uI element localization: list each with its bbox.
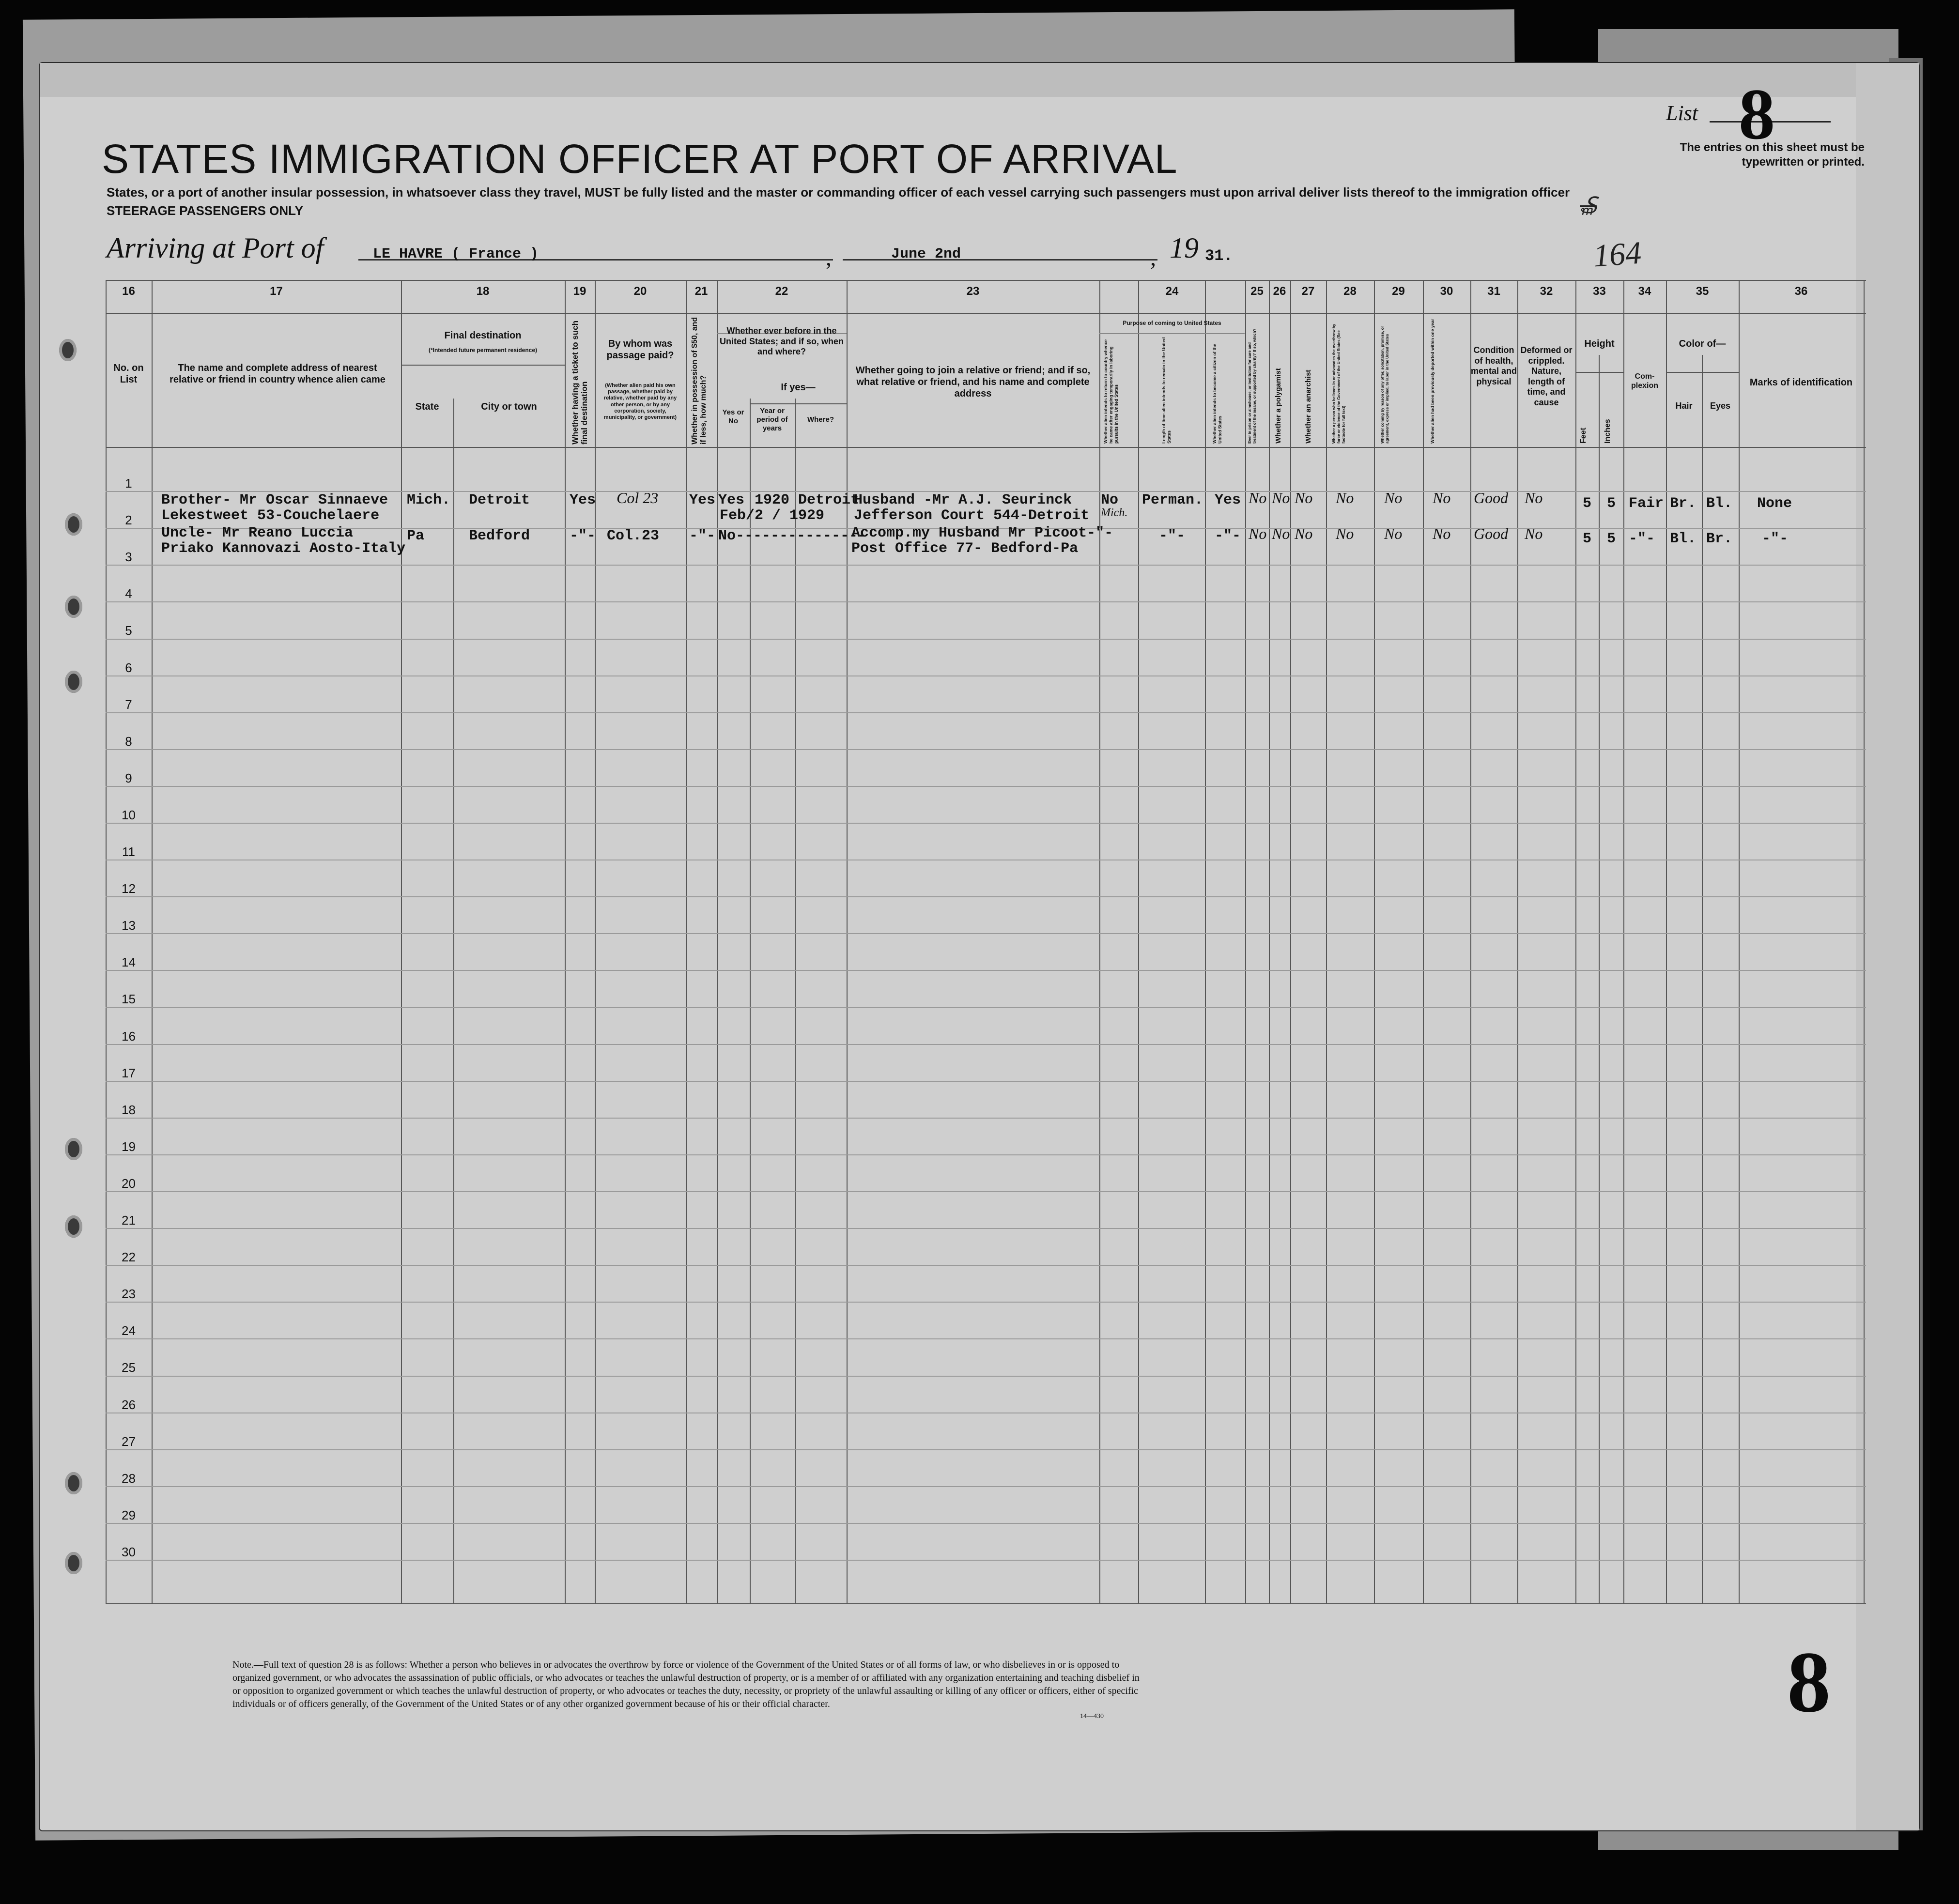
row1-prison: No <box>1249 489 1267 507</box>
header-deported: Whether alien had been previously deported within one year <box>1430 319 1435 444</box>
row-number: 13 <box>122 918 136 933</box>
header-by-whom: By whom was passage paid? <box>606 338 674 361</box>
header-ever-before: Whether ever before in the United States; and if so, when and where? <box>719 326 844 357</box>
column-number: 20 <box>633 285 647 298</box>
row2-citizen: -"- <box>1215 528 1241 544</box>
subheader-line <box>1099 333 1245 334</box>
row-rule <box>106 1449 1866 1450</box>
row1-health: Good <box>1474 489 1509 507</box>
header-color-of: Color of— <box>1679 338 1726 349</box>
column-line <box>795 399 796 1604</box>
port-value: LE HAVRE ( France ) <box>373 246 539 262</box>
header-contract-labor: Whether coming by reason of any offer, solicitation, promise, or agreement, express or implied, to labor in the United States <box>1380 326 1389 444</box>
column-line <box>152 280 153 1604</box>
row1-paid-by: Col 23 <box>617 489 659 507</box>
row1-ticket: Yes <box>570 492 596 508</box>
crossed-out-number: ₷ <box>1580 193 1597 218</box>
row2-state: Pa <box>407 528 425 544</box>
column-line <box>1138 280 1139 1604</box>
column-number: 18 <box>476 285 490 298</box>
form-code: 14—430 <box>1080 1713 1104 1720</box>
row2-polygamist: No <box>1272 525 1290 542</box>
row-rule <box>106 1523 1866 1524</box>
row1-overthrow: No <box>1336 489 1354 507</box>
sheet-top-shade <box>40 63 1919 97</box>
table-top-border <box>106 280 1866 281</box>
row1-feet: 5 <box>1583 495 1592 512</box>
handwritten-page-number: 164 <box>1592 235 1643 274</box>
list-label: List <box>1666 101 1698 125</box>
row2-city: Bedford <box>469 528 530 544</box>
row-number: 7 <box>125 697 132 712</box>
row-rule <box>106 639 1866 640</box>
row-number: 17 <box>122 1065 136 1080</box>
row1-contract: No <box>1384 489 1403 507</box>
row-rule <box>106 1228 1866 1229</box>
row2-inches: 5 <box>1607 531 1616 547</box>
row1-money: Yes <box>689 492 716 508</box>
row-rule <box>106 1560 1866 1561</box>
row-number: 16 <box>122 1029 136 1044</box>
column-number: 23 <box>966 285 980 298</box>
column-line <box>1290 280 1291 1604</box>
row1-eyes: Bl. <box>1706 495 1733 512</box>
row2-marks: -"- <box>1762 531 1789 547</box>
row1-return: No <box>1101 492 1119 508</box>
footnote-question-28: Note.—Full text of question 28 is as follows: Whether a person who believes in or advocates the overthrow by force or violence of the Government of the United States or of all forms of law, or who disbelieves in or is opposed to organized government, or who advocates the assassination of public officials, or who advocates or teaches the unlawful destruction of property, or is a member of or affiliated with any organization entertaining and teaching disbelief in or opposition to organized government or which teaches the unlawful destruction of property, or who advocates or teaches the duty, necessity, or propriety of the unlawful assaulting or killing of any officer or officers, either of specific individuals or of officers generally, of the Government of the United States or of any other organized government because of his or their official character. <box>232 1659 1140 1709</box>
row-number: 22 <box>122 1250 136 1265</box>
steerage-label: STEERAGE PASSENGERS ONLY <box>107 203 303 218</box>
row-rule <box>106 786 1866 787</box>
column-number: 32 <box>1540 285 1553 298</box>
row2-anarchist: No <box>1295 525 1313 542</box>
table-bottom-border <box>106 1603 1866 1604</box>
row-number: 21 <box>122 1213 136 1228</box>
row1-before-years: 1920 <box>755 492 790 508</box>
row2-before: No--------------- <box>718 528 867 544</box>
row-rule <box>106 1486 1866 1487</box>
row1-join-hand: Mich. <box>1101 507 1128 519</box>
column-number: 31 <box>1487 285 1500 298</box>
row-number: 24 <box>122 1323 136 1338</box>
column-number: 17 <box>270 285 283 298</box>
row2-complexion: -"- <box>1629 531 1655 547</box>
column-line <box>453 399 454 1604</box>
header-by-whom-note: (Whether alien paid his own passage, whether paid by relative, whether paid by any other person, or by any corporation, society, municipality, or government) <box>603 383 677 420</box>
date-underline <box>843 259 1157 261</box>
row2-feet: 5 <box>1583 531 1592 547</box>
row-rule <box>106 601 1866 602</box>
row-number: 29 <box>122 1507 136 1522</box>
row-number: 4 <box>125 586 132 601</box>
header-deformed: Deformed or crippled. Nature, length of time, and cause <box>1520 345 1573 407</box>
year-prefix: 19 <box>1170 232 1199 264</box>
column-line <box>1269 280 1270 1604</box>
header-state: State <box>415 401 439 412</box>
subheader-line <box>750 403 847 404</box>
row-number: 5 <box>125 623 132 638</box>
row-number: 2 <box>125 513 132 528</box>
row-number: 30 <box>122 1544 136 1559</box>
header-inches: Inches <box>1604 419 1612 444</box>
row-number: 27 <box>122 1434 136 1449</box>
row2-relative-line1: Uncle- Mr Reano Luccia <box>161 525 354 541</box>
row2-length: -"- <box>1159 528 1186 544</box>
separator-comma: , <box>1150 245 1156 271</box>
column-line <box>1099 280 1100 1604</box>
header-year-or-period: Year or period of years <box>756 407 788 432</box>
page-title: STATES IMMIGRATION OFFICER AT PORT OF ARRIVAL <box>102 136 1178 182</box>
header-if-yes: If yes— <box>781 382 816 393</box>
row2-eyes: Br. <box>1706 531 1733 547</box>
header-hair: Hair <box>1675 401 1693 411</box>
row-rule <box>106 1154 1866 1155</box>
column-number: 33 <box>1593 285 1606 298</box>
row-number: 11 <box>122 845 135 859</box>
column-line <box>750 399 751 1604</box>
column-number: 22 <box>775 285 788 298</box>
column-number-divider <box>106 313 1866 314</box>
row-rule <box>106 749 1866 750</box>
list-note: The entries on this sheet must be typewritten or printed. <box>1680 141 1865 169</box>
column-line <box>1205 280 1206 1604</box>
header-purpose-return: Whether alien intends to return to country whence he came after engaging temporarily in laboring pursuits in the United States <box>1103 339 1119 444</box>
subheader-line <box>1575 372 1623 373</box>
list-number: 8 <box>1739 74 1775 154</box>
row1-join-line2: Jefferson Court 544-Detroit <box>854 507 1090 524</box>
row1-citizen: Yes <box>1215 492 1241 508</box>
row-number: 9 <box>125 770 132 785</box>
header-polygamist: Whether a polygamist <box>1274 368 1282 444</box>
column-line <box>595 280 596 1604</box>
header-eyes: Eyes <box>1710 401 1731 411</box>
separator-comma: , <box>826 245 832 271</box>
column-line <box>1666 280 1667 1604</box>
header-joining-relative: Whether going to join a relative or friend; and if so, what relative or friend, and his name and complete address <box>855 365 1091 399</box>
column-line <box>1623 280 1624 1604</box>
column-number: 34 <box>1638 285 1651 298</box>
header-height: Height <box>1584 338 1615 349</box>
column-line <box>1864 280 1865 1604</box>
row-number: 3 <box>125 550 132 565</box>
row1-hair: Br. <box>1670 495 1697 512</box>
header-anarchist: Whether an anarchist <box>1304 369 1312 444</box>
arriving-label: Arriving at Port of <box>107 232 324 264</box>
row1-polygamist: No <box>1272 489 1290 507</box>
row-number: 28 <box>122 1471 136 1486</box>
header-prison: Ever in prison or almshouse, or institution for care and treatment of the insane, or supported by charity? If so, which? <box>1248 328 1257 444</box>
row2-overthrow: No <box>1336 525 1354 542</box>
binder-hole <box>65 1138 82 1160</box>
column-number: 24 <box>1165 285 1179 298</box>
row-rule <box>106 1338 1866 1339</box>
header-where: Where? <box>807 415 834 424</box>
column-line <box>1575 280 1576 1604</box>
row-rule <box>106 1007 1866 1008</box>
row-number: 20 <box>122 1176 136 1191</box>
column-line <box>1374 280 1375 1604</box>
header-divider <box>106 447 1866 448</box>
header-complexion: Com-plexion <box>1631 372 1658 390</box>
column-number: 28 <box>1343 285 1357 298</box>
row-number: 25 <box>122 1360 136 1375</box>
header-purpose-citizen: Whether alien intends to become a citizen of the United States <box>1212 343 1222 444</box>
row2-money: -"- <box>689 528 716 544</box>
binder-hole <box>65 671 82 693</box>
column-line <box>1245 280 1246 1604</box>
row-number: 19 <box>122 1139 136 1154</box>
row-number: 10 <box>122 807 136 822</box>
row1-join-line1: Husband -Mr A.J. Seurinck <box>854 492 1072 508</box>
row-number: 1 <box>125 476 132 491</box>
row2-hair: Bl. <box>1670 531 1697 547</box>
header-ticket: Whether having a ticket to such final destination <box>571 321 589 445</box>
row-rule <box>106 896 1866 897</box>
binder-hole <box>59 339 77 361</box>
row1-city: Detroit <box>469 492 530 508</box>
manifest-table <box>106 280 1866 1604</box>
column-line <box>1599 355 1600 1604</box>
row1-marks: None <box>1757 495 1792 512</box>
row1-before-where: Detroit <box>798 492 860 508</box>
row2-contract: No <box>1384 525 1403 542</box>
header-city: City or town <box>481 401 537 412</box>
row2-paid-by: Col.23 <box>607 528 660 544</box>
row2-join-line1: Accomp.my Husband Mr Picoot-"- <box>851 525 1113 541</box>
header-final-destination-note: (*Intended future permanent residence) <box>428 347 538 353</box>
row1-relative-line2: Lekestweet 53-Couchelaere <box>161 507 380 524</box>
header-overthrow: Whether a person who believes in or advocates the overthrow by force or violence of the Government of the United States (See footnote for full text) <box>1332 323 1346 444</box>
row2-deported: No <box>1433 525 1451 542</box>
row-number: 12 <box>122 881 136 896</box>
row2-ticket: -"- <box>570 528 596 544</box>
column-line <box>686 280 687 1604</box>
row1-deformed: No <box>1525 489 1543 507</box>
header-nearest-relative: The name and complete address of nearest relative or friend in country whence alien came <box>170 363 386 385</box>
header-purpose-length: Length of time alien intends to remain in the United States <box>1161 337 1172 444</box>
row1-before-yes-no: Yes <box>718 492 745 508</box>
row-rule <box>106 1302 1866 1303</box>
row-rule <box>106 1081 1866 1082</box>
binder-hole <box>65 513 82 536</box>
header-fifty-dollars: Whether in possession of $50, and if less, how much? <box>691 317 708 445</box>
column-line <box>401 280 402 1604</box>
row-rule <box>106 933 1866 934</box>
column-number: 29 <box>1392 285 1405 298</box>
binder-hole <box>65 1472 82 1494</box>
sheet-number-large: 8 <box>1787 1634 1831 1730</box>
subheader-line <box>1666 372 1739 373</box>
row1-deported: No <box>1433 489 1451 507</box>
row-rule <box>106 1376 1866 1377</box>
header-final-destination: Final destination <box>444 330 522 341</box>
binder-hole <box>65 596 82 618</box>
binder-hole <box>65 1552 82 1574</box>
column-line <box>1702 355 1703 1604</box>
row-number: 14 <box>122 955 136 970</box>
column-number: 26 <box>1273 285 1286 298</box>
row1-anarchist: No <box>1295 489 1313 507</box>
row-number: 15 <box>122 992 136 1007</box>
row-number: 18 <box>122 1102 136 1117</box>
row2-join-line2: Post Office 77- Bedford-Pa <box>851 540 1079 557</box>
row-rule <box>106 1191 1866 1192</box>
column-line <box>1423 280 1424 1604</box>
row1-inches: 5 <box>1607 495 1616 512</box>
row-rule <box>106 1118 1866 1119</box>
column-number: 35 <box>1696 285 1709 298</box>
row-rule <box>106 1044 1866 1045</box>
row-rule <box>106 565 1866 566</box>
column-line <box>847 280 848 1604</box>
header-no-on-list: No. on List <box>113 363 144 385</box>
column-number: 25 <box>1250 285 1264 298</box>
column-line <box>717 280 718 1604</box>
column-number: 27 <box>1301 285 1315 298</box>
column-number: 16 <box>122 285 135 298</box>
row2-health: Good <box>1474 525 1509 542</box>
column-line <box>1326 280 1327 1604</box>
row-rule <box>106 1265 1866 1266</box>
row1-state: Mich. <box>407 492 451 508</box>
header-purpose: Purpose of coming to United States <box>1123 320 1221 326</box>
column-number: 36 <box>1794 285 1808 298</box>
row-number: 23 <box>122 1287 136 1302</box>
column-line <box>1517 280 1518 1604</box>
column-number: 21 <box>694 285 708 298</box>
row-rule <box>106 823 1866 824</box>
row1-length: Perman. <box>1142 492 1203 508</box>
column-line <box>1739 280 1740 1604</box>
row2-relative-line2: Priako Kannovazi Aosto-Italy <box>161 540 406 557</box>
header-health: Condition of health, mental and physical <box>1470 345 1517 386</box>
row2-deformed: No <box>1525 525 1543 542</box>
row2-prison: No <box>1249 525 1267 542</box>
row1-relative-line1: Brother- Mr Oscar Sinnaeve <box>161 492 388 508</box>
row-rule <box>106 712 1866 713</box>
date-value: June 2nd <box>891 246 961 262</box>
row-number: 26 <box>122 1397 136 1412</box>
row-number: 8 <box>125 734 132 749</box>
row1-complexion: Fair <box>1629 495 1664 512</box>
column-number: 19 <box>573 285 586 298</box>
row1-before-second: Feb/2 / 1929 <box>720 507 825 524</box>
binder-hole <box>65 1215 82 1238</box>
column-line <box>565 280 566 1604</box>
header-instructions: States, or a port of another insular possession, in whatsoever class they travel, MUST be fully listed and the master or commanding officer of each vessel carrying such passengers must upon arrival deliver lists thereof to the immigration officer <box>107 185 1570 200</box>
column-line <box>1470 280 1471 1604</box>
column-number: 30 <box>1440 285 1453 298</box>
year-suffix: 31. <box>1205 247 1233 265</box>
header-yes-or-no: Yes or No <box>722 408 744 425</box>
header-feet: Feet <box>1579 428 1588 444</box>
row-number: 6 <box>125 660 132 675</box>
subheader-line <box>401 365 565 366</box>
header-marks: Marks of identification <box>1749 377 1853 388</box>
row-rule <box>106 970 1866 971</box>
